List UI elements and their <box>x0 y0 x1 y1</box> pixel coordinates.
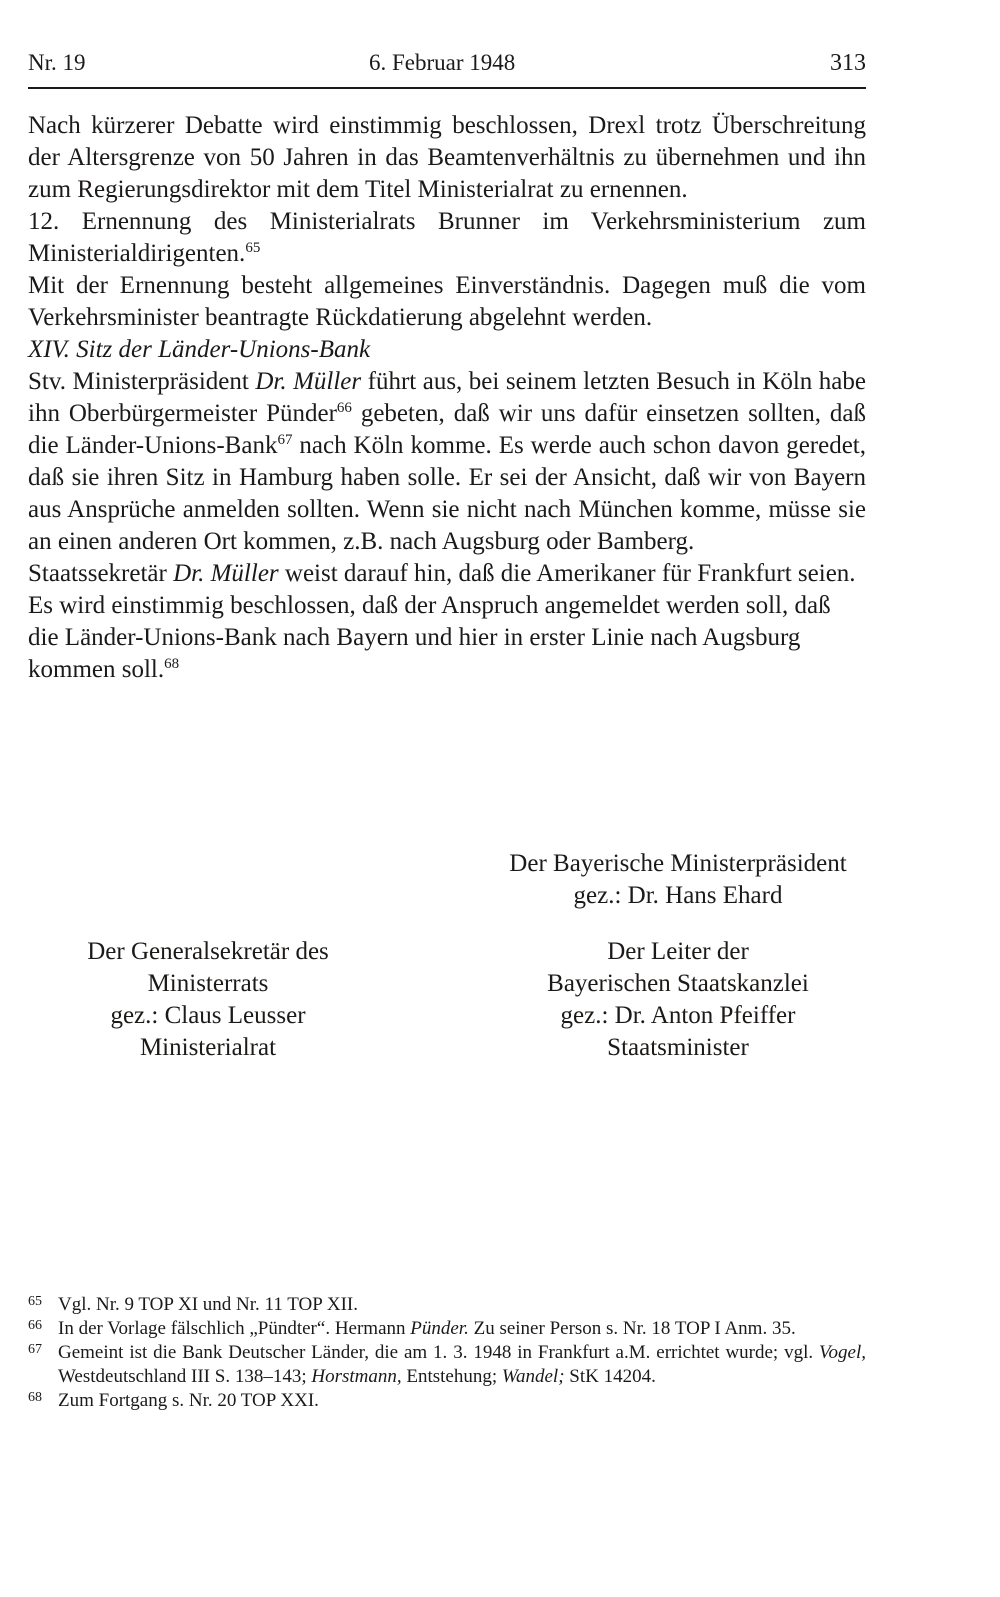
footnote-68 <box>28 1389 866 1413</box>
speaker-name: Dr. Müller <box>173 560 279 587</box>
footnote-67 <box>28 1341 866 1389</box>
section-heading-xiv: XIV. Sitz der Länder-Unions-Bank <box>28 336 371 363</box>
paragraph-resolution: Es wird einstimmig beschlossen, daß der Anspruch angemeldet werden soll, daß die Länder-Unions-Bank nach Bayern und hier in erster Linie nach Augsburg kommen soll.$^{68}$ <box>28 592 831 683</box>
footnote-text: Vgl. Nr. 9 TOP XI und Nr. 11 TOP XII. <box>58 1294 358 1315</box>
issue-number: Nr. 19 <box>28 50 86 75</box>
header-date: 6. Februar 1948 <box>369 50 516 75</box>
signatory-name: gez.: Dr. Anton Pfeiffer <box>560 1002 796 1029</box>
footnote-number: 66 <box>28 1318 42 1333</box>
signatory-rank: Ministerialrat <box>139 1034 277 1061</box>
page-number: 313 <box>830 50 866 76</box>
paragraph-drexl-appointment: Nach kürzerer Debatte wird einstimmig beschlossen, Drexl trotz Überschreitung der Altersgrenze von 50 Jahren in das Beamtenverhältnis zu übernehmen und ihn zum Regierungsdirektor mit dem Titel Ministerialrat zu ernennen. <box>28 112 866 203</box>
footnote-number: 67 <box>28 1342 42 1357</box>
signatory-title: Der Generalsekretär des <box>87 938 329 965</box>
footnote-66 <box>28 1317 866 1341</box>
signatory-title: Der Bayerische Ministerpräsident <box>509 850 847 877</box>
body-text <box>28 110 866 686</box>
footnote-text: In der Vorlage fälschlich „Pündter“. Hermann Pünder. Zu seiner Person s. Nr. 18 TOP I Anm. 35. <box>58 1318 796 1339</box>
footnote-ref-65: 65 <box>245 240 261 256</box>
speaker-name: Dr. Müller <box>255 368 362 395</box>
footnote-ref-67: 67 <box>277 432 293 448</box>
paragraph-consent: Mit der Ernennung besteht allgemeines Einverständnis. Dagegen muß die vom Verkehrsminister beantragte Rückdatierung abgelehnt werden. <box>28 272 866 331</box>
page-header <box>28 50 866 82</box>
footnotes <box>28 1293 866 1413</box>
signatory-name: gez.: Claus Leusser <box>110 1002 306 1029</box>
signatory-name: gez.: Dr. Hans Ehard <box>573 882 783 909</box>
signatory-title: Ministerrats <box>147 970 269 997</box>
paragraph-mueller-statement: Stv. Ministerpräsident Dr. Müller führt aus, bei seinem letzten Besuch in Köln habe ihn Oberbürgermeister Pünder$^{66}$ gebeten, daß wir uns dafür einsetzen sollten, daß die Länder-Unions-Bank$^{67}$ nach Köln komme. Es werde auch schon davon geredet, daß sie ihren Sitz in Hamburg haben solle. Er sei der Ansicht, daß wir von Bayern aus Ansprüche anmelden sollten. Wenn sie nicht nach München komme, müsse sie an einen anderen Ort kommen, z.B. nach Augsburg oder Bamberg. <box>28 368 866 555</box>
footnote-ref-66: 66 <box>336 400 352 416</box>
signatory-title: Bayerischen Staatskanzlei <box>547 970 809 997</box>
footnote-text: Zum Fortgang s. Nr. 20 TOP XXI. <box>58 1390 319 1411</box>
footnote-text: Gemeint ist die Bank Deutscher Länder, die am 1. 3. 1948 in Frankfurt a.M. errichtet wurde; vgl. Vogel, Westdeutschland III S. 138–143; Horstmann, Entstehung; Wandel; StK 14204. <box>58 1342 866 1387</box>
header-rule <box>28 87 866 89</box>
signature-chancellery-head <box>508 936 848 1064</box>
footnote-number: 65 <box>28 1294 42 1309</box>
paragraph-item-12-brunner: 12. Ernennung des Ministerialrats Brunner im Verkehrsministerium zum Ministerialdirigenten.$^{65}$ <box>28 208 866 267</box>
signature-secretary-general <box>58 936 358 1064</box>
signature-minister-president <box>478 848 878 912</box>
paragraph-secretary-remark: Staatssekretär Dr. Müller weist darauf hin, daß die Amerikaner für Frankfurt seien. <box>28 560 856 587</box>
footnote-number: 68 <box>28 1390 42 1405</box>
signatory-rank: Staatsminister <box>607 1034 749 1061</box>
footnote-ref-68: 68 <box>164 656 180 672</box>
signatory-title: Der Leiter der <box>607 938 749 965</box>
signature-section <box>28 848 866 1068</box>
footnote-65 <box>28 1293 866 1317</box>
